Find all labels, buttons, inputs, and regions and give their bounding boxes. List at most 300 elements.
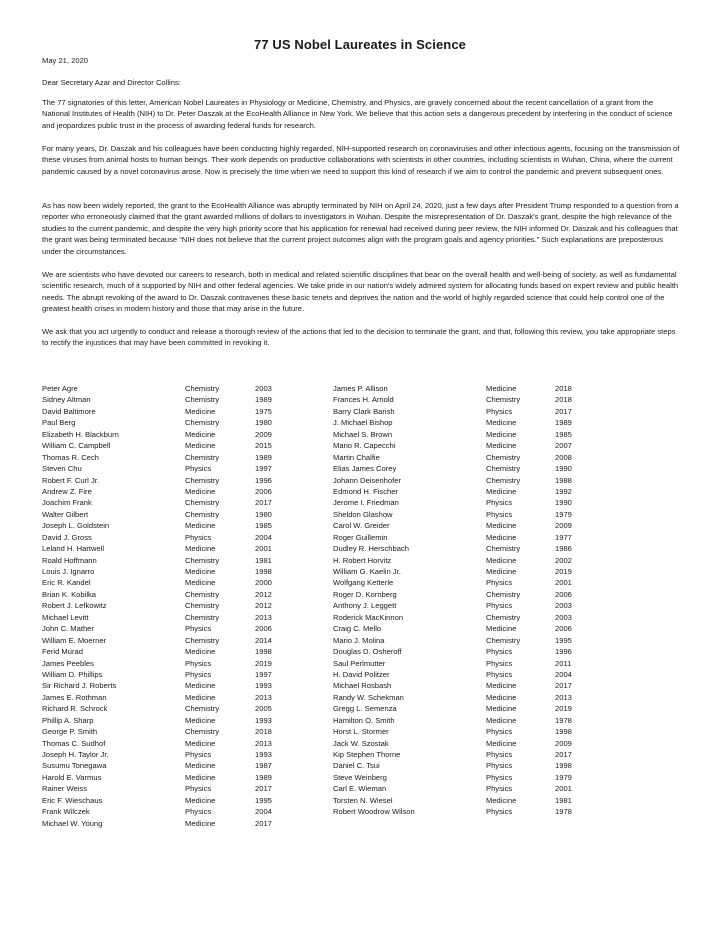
signatory-name: Frances H. Arnold: [333, 395, 394, 405]
signatory-name: Robert Woodrow Wilson: [333, 807, 415, 817]
signatory-row: [42, 669, 295, 680]
signatory-row: [42, 417, 295, 428]
signatory-row: [333, 429, 595, 440]
signatory-name: Roderick MacKinnon: [333, 612, 404, 622]
signatory-name: Elizabeth H. Blackburn: [42, 429, 119, 439]
signatory-row: [333, 749, 595, 760]
signatory-name: David J. Gross: [42, 532, 92, 542]
signatory-row: [333, 612, 595, 623]
signatory-field: Physics: [486, 807, 513, 817]
signatory-name: Andrew Z. Fire: [42, 486, 92, 496]
signatory-year: 1986: [555, 544, 572, 554]
signatory-name: Saul Perlmutter: [333, 658, 386, 668]
signatory-field: Medicine: [185, 567, 216, 576]
signatory-name: Susumu Tonegawa: [42, 761, 107, 771]
paragraph-request: We ask that you act urgently to conduct and release a thorough review of the actions that led to the decision to terminate the grant, and that, following this review, you take appropriate steps to rectify the injustices that may have been committed in revoking it.: [42, 327, 676, 348]
signatory-field: Physics: [185, 464, 212, 474]
signatory-row: [333, 589, 595, 600]
signatory-row: [42, 452, 295, 463]
signatory-year: 1993: [255, 681, 272, 691]
signatory-year: 1980: [255, 509, 272, 519]
signatory-field: Medicine: [486, 521, 517, 531]
signatory-field: Chemistry: [185, 727, 220, 737]
signatory-row: [42, 475, 295, 486]
signatory-row: [333, 680, 595, 691]
signatory-name: Peter Agre: [42, 384, 78, 393]
signatory-field: Medicine: [486, 692, 517, 702]
signatory-name: Frank Wilczek: [42, 807, 90, 817]
signatory-year: 2002: [555, 555, 572, 565]
signatory-row: [333, 669, 595, 680]
signatory-row: [42, 406, 295, 417]
signatory-name: Gregg L. Semenza: [333, 704, 397, 714]
signatory-row: [333, 600, 595, 611]
signatory-year: 2009: [255, 429, 272, 439]
signatory-year: 2003: [555, 601, 572, 611]
signatory-year: 2007: [555, 441, 572, 451]
signatory-name: Joseph H. Taylor Jr.: [42, 750, 109, 759]
signatory-year: 2018: [555, 395, 572, 405]
signatory-name: Anthony J. Leggett: [333, 601, 397, 611]
signatory-year: 2013: [255, 612, 272, 622]
signatory-name: George P. Smith: [42, 727, 98, 737]
signatory-name: John C. Mather: [42, 624, 94, 634]
signatory-name: Kip Stephen Thorne: [333, 750, 401, 759]
signatory-row: [333, 406, 595, 417]
signatory-field: Physics: [185, 658, 212, 668]
salutation: Dear Secretary Azar and Director Collins:: [42, 78, 181, 87]
signatory-row: [42, 623, 295, 634]
signatory-field: Medicine: [486, 418, 517, 428]
signatory-row: [42, 749, 295, 760]
signatory-row: [333, 577, 595, 588]
signatory-row: [42, 394, 295, 405]
signatory-field: Chemistry: [185, 452, 220, 462]
signatory-name: Elias James Corey: [333, 464, 397, 474]
signatory-name: James Peebles: [42, 658, 94, 668]
signatory-year: 1989: [255, 452, 272, 462]
signatory-name: William E. Moerner: [42, 635, 107, 645]
signatory-name: Jerome I. Friedman: [333, 498, 399, 508]
signatory-field: Medicine: [185, 761, 216, 771]
signatory-name: Randy W. Schekman: [333, 692, 404, 702]
signatory-field: Medicine: [185, 406, 216, 416]
signatory-row: [42, 738, 295, 749]
signatory-row: [42, 658, 295, 669]
paragraph-scientists-values: We are scientists who have devoted our careers to research, both in medical and related scientific disciplines that bear on the overall health and well-being of society, as well as fundamental scientific research, much of it supported by NIH and other federal agencies. We take pride in our nation's widely admired system for allocating funds based on expert review and public health needs. The abrupt revoking of the award to Dr. Daszak contravenes these basic tenets and deprives the nation and the world of highly regarded science that could help control one of the greatest health crises in modern history and those that may arise in the future.: [42, 270, 679, 314]
signatory-year: 1978: [555, 807, 572, 817]
signatory-row: [42, 520, 295, 531]
signatory-field: Physics: [486, 498, 513, 508]
signatory-name: Ferid Murad: [42, 647, 83, 657]
signatory-year: 2005: [255, 704, 272, 714]
signatory-row: [42, 555, 295, 566]
signatory-name: Rainer Weiss: [42, 784, 88, 794]
signatory-row: [333, 417, 595, 428]
signatory-name: Jack W. Szostak: [333, 738, 389, 748]
signatory-field: Chemistry: [185, 384, 220, 393]
signatory-row: [333, 715, 595, 726]
signatory-field: Medicine: [185, 772, 216, 782]
signatory-year: 1981: [555, 795, 572, 805]
signatory-year: 2017: [555, 406, 572, 416]
signatory-year: 1997: [255, 464, 272, 474]
letter-title: 77 US Nobel Laureates in Science: [253, 37, 466, 52]
signatory-name: Barry Clark Barish: [333, 406, 395, 416]
signatory-year: 1992: [555, 486, 572, 496]
signatory-field: Medicine: [486, 567, 517, 576]
signatory-name: Mario J. Molina: [333, 635, 385, 645]
signatory-field: Chemistry: [185, 418, 220, 428]
signatory-row: [42, 715, 295, 726]
signatory-field: Chemistry: [185, 555, 220, 565]
signatory-year: 1979: [555, 772, 572, 782]
signatory-row: [42, 577, 295, 588]
signatory-name: Steve Weinberg: [333, 772, 387, 782]
signatory-field: Physics: [486, 578, 513, 588]
signatory-year: 2017: [255, 498, 272, 508]
signatory-field: Medicine: [486, 738, 517, 748]
signatory-year: 2006: [555, 589, 572, 599]
signatory-year: 2013: [255, 692, 272, 702]
signatory-name: Eric F. Wieschaus: [42, 795, 103, 805]
signatory-year: 2003: [255, 384, 272, 393]
signatory-field: Medicine: [486, 715, 517, 725]
signatory-year: 2001: [255, 544, 272, 554]
signatory-field: Chemistry: [486, 464, 521, 474]
signatory-year: 2017: [555, 750, 572, 759]
signatory-name: Thomas C. Sudhof: [42, 738, 106, 748]
signatory-row: [42, 646, 295, 657]
signatory-year: 1989: [255, 772, 272, 782]
signatory-field: Physics: [185, 532, 212, 542]
signatory-year: 1995: [555, 635, 572, 645]
paragraph-concern: The 77 signatories of this letter, American Nobel Laureates in Physiology or Medicine, Chemistry, and Physics, are gravely concerned about the recent cancellation of a grant from the National Institutes of Health (NIH) to Dr. Peter Daszak at the EcoHealth Alliance in New York. We believe that this action sets a dangerous precedent by interfering in the conduct of science and jeopardizes public trust in the process of awarding federal funds for research.: [42, 98, 673, 130]
signatory-row: [42, 589, 295, 600]
signatory-year: 2018: [555, 384, 572, 393]
signatory-year: 2004: [555, 669, 572, 679]
signatory-name: Walter Gilbert: [42, 509, 89, 519]
signatory-field: Physics: [486, 727, 513, 737]
signatory-row: [333, 532, 595, 543]
signatory-row: [42, 383, 295, 394]
signatory-name: Horst L. Stormer: [333, 727, 389, 737]
signatory-year: 1985: [555, 429, 572, 439]
signatory-field: Medicine: [185, 795, 216, 805]
signatory-field: Physics: [486, 669, 513, 679]
signatory-row: [333, 658, 595, 669]
signatory-year: 2013: [255, 738, 272, 748]
signatory-year: 1985: [255, 521, 272, 531]
signatory-field: Medicine: [185, 521, 216, 531]
signatory-name: J. Michael Bishop: [333, 418, 393, 428]
signatory-row: [333, 440, 595, 451]
signatory-year: 1978: [555, 715, 572, 725]
signatory-row: [333, 806, 595, 817]
signatory-name: William C. Campbell: [42, 441, 111, 451]
signatory-name: Thomas R. Cech: [42, 452, 99, 462]
signatory-row: [42, 509, 295, 520]
signatory-row: [333, 772, 595, 783]
signatory-name: Robert J. Lefkowitz: [42, 601, 107, 611]
signatory-field: Chemistry: [486, 475, 521, 485]
signatory-row: [42, 612, 295, 623]
signatory-name: H. David Politzer: [333, 669, 390, 679]
signatory-field: Medicine: [185, 486, 216, 496]
signatory-name: Steven Chu: [42, 464, 82, 474]
signatory-field: Medicine: [486, 532, 517, 542]
signatory-row: [333, 760, 595, 771]
signatory-row: [333, 394, 595, 405]
signatory-row: [333, 543, 595, 554]
signatory-field: Medicine: [185, 429, 216, 439]
signatory-row: [42, 795, 295, 806]
signatory-field: Medicine: [486, 795, 517, 805]
signatory-field: Medicine: [486, 704, 517, 714]
signatory-field: Chemistry: [486, 452, 521, 462]
signatory-field: Chemistry: [185, 498, 220, 508]
signatory-name: Wolfgang Ketterle: [333, 578, 394, 588]
signatory-field: Chemistry: [486, 635, 521, 645]
signatory-row: [333, 497, 595, 508]
letter-date: May 21, 2020: [42, 56, 89, 65]
signatory-name: Sheldon Glashow: [333, 509, 393, 519]
signatory-field: Physics: [486, 406, 513, 416]
signatory-year: 1988: [555, 475, 572, 485]
signatory-name: Craig C. Mello: [333, 624, 382, 634]
signatory-field: Chemistry: [185, 704, 220, 714]
signatory-field: Physics: [185, 624, 212, 634]
signatory-field: Physics: [486, 750, 513, 759]
signatory-name: Mario R. Capecchi: [333, 441, 396, 451]
signatory-name: Dudley R. Herschbach: [333, 544, 409, 554]
signatory-name: Martin Chalfie: [333, 452, 380, 462]
signatory-year: 1981: [255, 555, 272, 565]
signatory-field: Medicine: [486, 441, 517, 451]
signatory-name: Roger D. Kornberg: [333, 589, 397, 599]
signatory-year: 1993: [255, 750, 272, 759]
signatory-name: William G. Kaelin Jr.: [333, 567, 401, 576]
signatory-field: Chemistry: [486, 395, 521, 405]
signatory-year: 2012: [255, 589, 272, 599]
signatory-year: 1996: [255, 475, 272, 485]
signatory-field: Medicine: [185, 578, 216, 588]
signatory-year: 2009: [555, 521, 572, 531]
signatory-field: Medicine: [486, 624, 517, 634]
signatory-name: Michael S. Brown: [333, 429, 393, 439]
signatory-name: Leland H. Hartwell: [42, 544, 105, 554]
signatory-year: 1998: [555, 761, 572, 771]
signatory-field: Chemistry: [486, 589, 521, 599]
signatory-year: 2018: [255, 727, 272, 737]
signatory-row: [333, 463, 595, 474]
signatory-name: Carol W. Greider: [333, 521, 390, 531]
signatory-field: Physics: [486, 761, 513, 771]
signatories-right-column: [333, 383, 595, 818]
signatory-field: Chemistry: [185, 601, 220, 611]
signatory-field: Physics: [486, 509, 513, 519]
signatory-row: [42, 486, 295, 497]
signatory-row: [42, 703, 295, 714]
signatory-year: 1998: [255, 647, 272, 657]
signatory-field: Physics: [185, 807, 212, 817]
signatory-year: 2000: [255, 578, 272, 588]
signatory-row: [333, 555, 595, 566]
signatory-year: 2003: [555, 612, 572, 622]
signatory-year: 1980: [255, 418, 272, 428]
signatory-year: 2019: [555, 704, 572, 714]
signatory-row: [333, 726, 595, 737]
signatory-field: Medicine: [185, 692, 216, 702]
signatory-field: Medicine: [486, 384, 517, 393]
signatory-row: [42, 692, 295, 703]
signatory-field: Physics: [185, 669, 212, 679]
signatory-field: Medicine: [486, 555, 517, 565]
signatory-row: [333, 783, 595, 794]
signatory-year: 2019: [255, 658, 272, 668]
signatory-name: James E. Rothman: [42, 692, 107, 702]
signatory-row: [333, 509, 595, 520]
signatory-year: 1998: [555, 727, 572, 737]
signatory-name: Brian K. Kobilka: [42, 589, 97, 599]
signatory-year: 1996: [555, 647, 572, 657]
signatory-year: 1987: [255, 761, 272, 771]
signatory-row: [333, 520, 595, 531]
signatory-row: [333, 635, 595, 646]
signatory-field: Chemistry: [486, 544, 521, 554]
signatory-name: Hamilton O. Smith: [333, 715, 395, 725]
signatory-row: [42, 463, 295, 474]
signatory-row: [42, 440, 295, 451]
signatory-year: 2004: [255, 532, 272, 542]
signatory-name: Sidney Altman: [42, 395, 91, 405]
signatory-field: Medicine: [185, 818, 216, 828]
signatory-row: [42, 783, 295, 794]
signatory-field: Medicine: [185, 715, 216, 725]
signatory-row: [333, 738, 595, 749]
signatory-year: 2006: [255, 486, 272, 496]
signatory-year: 1989: [255, 395, 272, 405]
signatory-row: [333, 486, 595, 497]
signatory-name: Michael Rosbash: [333, 681, 392, 691]
signatory-row: [42, 806, 295, 817]
signatory-row: [42, 543, 295, 554]
signatory-field: Chemistry: [486, 612, 521, 622]
signatory-row: [333, 703, 595, 714]
signatory-year: 2008: [555, 452, 572, 462]
signatory-year: 2013: [555, 692, 572, 702]
signatory-row: [42, 566, 295, 577]
signatory-row: [333, 475, 595, 486]
signatory-name: Paul Berg: [42, 418, 76, 428]
signatory-name: Louis J. Ignarro: [42, 567, 95, 576]
signatory-name: Phillip A. Sharp: [42, 715, 94, 725]
paragraph-grant-termination: As has now been widely reported, the grant to the EcoHealth Alliance was abruptly terminated by NIH on April 24, 2020, just a few days after President Trump responded to a question from a reporter who erroneously claimed that the grant awarded millions of dollars to investigators in Wuhan. Despite the misrepresentation of Dr. Daszak's grant, despite the high relevance of the studies to the current pandemic, and despite the very high priority score that his application for renewal had received during peer review, the NIH informed Dr. Daszak and his colleagues that the grant was being terminated because “NIH does not believe that the current project outcomes align with the program goals and agency priorities.” Such explanations are preposterous under the circumstances.: [42, 201, 679, 256]
signatory-field: Physics: [486, 784, 513, 794]
signatory-name: Daniel C. Tsui: [333, 761, 380, 771]
signatory-year: 1990: [555, 464, 572, 474]
signatory-year: 2006: [555, 624, 572, 634]
signatory-row: [42, 760, 295, 771]
signatory-row: [333, 692, 595, 703]
signatory-year: 2015: [255, 441, 272, 451]
signatory-year: 1979: [555, 509, 572, 519]
signatory-name: Edmond H. Fischer: [333, 486, 398, 496]
signatory-year: 1998: [255, 567, 272, 576]
signatory-field: Physics: [486, 658, 513, 668]
signatory-year: 2019: [555, 567, 572, 576]
signatory-year: 2009: [555, 738, 572, 748]
signatory-name: David Baltimore: [42, 406, 96, 416]
signatory-field: Physics: [486, 601, 513, 611]
signatory-year: 2004: [255, 807, 272, 817]
signatory-field: Chemistry: [185, 612, 220, 622]
signatory-name: Douglas D. Osheroff: [333, 647, 402, 657]
signatory-field: Physics: [486, 772, 513, 782]
signatory-field: Medicine: [486, 486, 517, 496]
signatory-year: 2014: [255, 635, 272, 645]
signatory-name: Sir Richard J. Roberts: [42, 681, 117, 691]
signatory-row: [42, 726, 295, 737]
signatory-row: [42, 772, 295, 783]
signatory-row: [333, 383, 595, 394]
signatory-year: 1975: [255, 406, 272, 416]
signatory-name: Torsten N. Wiesel: [333, 795, 393, 805]
signatory-field: Medicine: [185, 681, 216, 691]
signatory-field: Physics: [486, 647, 513, 657]
signatory-name: Michael W. Young: [42, 818, 103, 828]
signatory-field: Chemistry: [185, 395, 220, 405]
signatory-field: Medicine: [185, 544, 216, 554]
signatory-name: Roger Guillemin: [333, 532, 388, 542]
signatory-row: [333, 795, 595, 806]
signatory-name: Richard R. Schrock: [42, 704, 108, 714]
signatory-name: Michael Levitt: [42, 612, 89, 622]
signatory-row: [42, 429, 295, 440]
signatory-name: Joachim Frank: [42, 498, 92, 508]
signatory-name: Carl E. Wieman: [333, 784, 387, 794]
signatories-left-column: [42, 383, 295, 829]
signatory-field: Medicine: [486, 429, 517, 439]
signatory-row: [42, 680, 295, 691]
signatory-year: 2006: [255, 624, 272, 634]
signatory-name: William D. Phillips: [42, 669, 103, 679]
signatory-row: [42, 497, 295, 508]
signatory-year: 2011: [555, 658, 572, 668]
signatory-field: Medicine: [185, 647, 216, 657]
signatory-field: Physics: [185, 784, 212, 794]
signatory-name: Johann Deisenhofer: [333, 475, 401, 485]
signatory-year: 1995: [255, 795, 272, 805]
paragraph-research-background: For many years, Dr. Daszak and his colleagues have been conducting highly regarded, NIH-supported research on coronaviruses and other infectious agents, focusing on the transmission of these viruses from animal hosts to human beings. Their work depends on productive collaborations with scientists in other countries, including scientists in Wuhan, China, where the current pandemic caused by a novel coronavirus arose. Now is precisely the time when we need to support this kind of research if we aim to control the pandemic and prevent subsequent ones.: [42, 144, 680, 176]
signatory-row: [333, 646, 595, 657]
signatory-year: 1993: [255, 715, 272, 725]
signatory-row: [333, 452, 595, 463]
signatory-year: 2017: [255, 784, 272, 794]
signatory-year: 1977: [555, 532, 572, 542]
signatory-field: Physics: [185, 750, 212, 759]
signatory-row: [42, 818, 295, 829]
signatory-field: Chemistry: [185, 635, 220, 645]
signatory-row: [42, 635, 295, 646]
signatory-year: 1997: [255, 669, 272, 679]
signatory-field: Medicine: [185, 738, 216, 748]
signatory-name: Eric R. Kandel: [42, 578, 91, 588]
signatory-field: Medicine: [486, 681, 517, 691]
signatory-name: Harold E. Varmus: [42, 772, 102, 782]
signatory-row: [42, 532, 295, 543]
signatory-year: 2017: [555, 681, 572, 691]
